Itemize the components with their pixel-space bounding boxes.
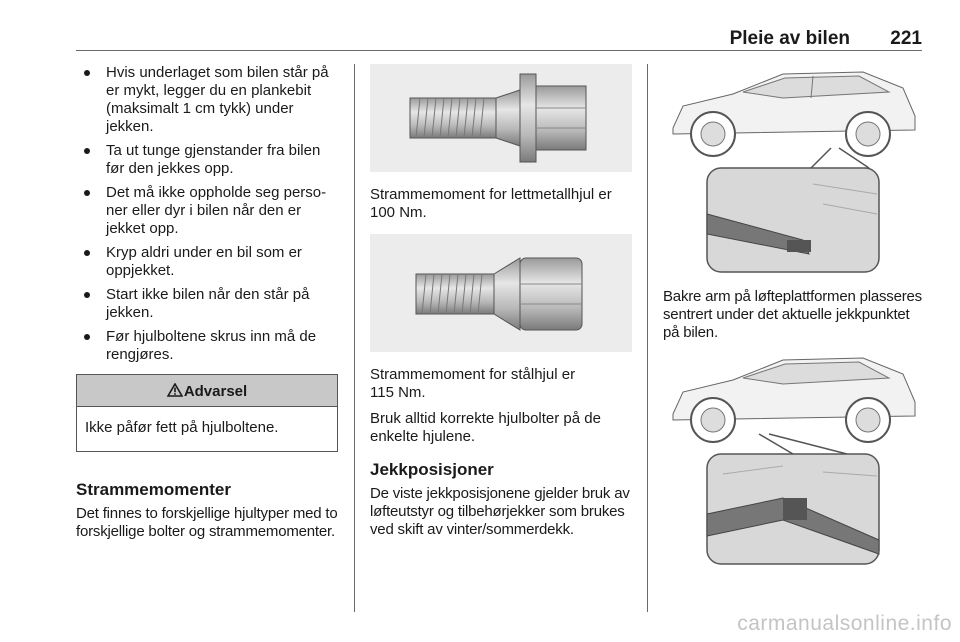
warning-text: Ikke påfør fett på hjulboltene.: [85, 419, 279, 436]
watermark: carmanualsonline.info: [737, 612, 952, 635]
jack-caption: Bakre arm på løfteplattformen plasseres sentrert under det aktuelle jekkpunktet på bilen.: [663, 288, 922, 341]
column-left: [76, 64, 338, 549]
list-item: Hvis underlaget som bilen står på er mykt, legger du en plankebit (maksimalt 1 cm tykk) under jekken.: [76, 64, 338, 136]
column-divider: [354, 64, 355, 612]
car-jack-front-drawing: [663, 64, 925, 274]
column-divider: [647, 64, 648, 612]
section-title: Pleie av bilen: [729, 28, 850, 49]
list-item: Det må ikke oppholde seg personer eller dyr i bilen når den er jekket opp.: [76, 184, 338, 238]
jack-point-rear-illustration: [663, 354, 925, 568]
list-item: Start ikke bilen når den står på jekken.: [76, 286, 338, 322]
alloy-bolt-drawing: [370, 64, 632, 172]
warning-title: Advarsel: [183, 383, 248, 400]
list-item: Kryp aldri under en bil som er oppjekket.: [76, 244, 338, 280]
list-item: Ta ut tunge gjenstander fra bilen før den jekkes opp.: [76, 142, 338, 178]
column-right: [663, 64, 925, 568]
warning-box: [76, 374, 338, 452]
steel-wheel-bolt-illustration: [370, 234, 632, 352]
list-item: Før hjulboltene skrus inn må de rengjøres.: [76, 328, 338, 364]
jack-intro: De viste jekkposisjonene gjelder bruk av løfteutstyr og tilbehørjekker som brukes ved skift av vinter/sommerdekk.: [370, 485, 630, 538]
column-middle: [370, 64, 632, 547]
section-heading-torque: Strammemomenter: [76, 480, 231, 499]
safety-list: [76, 64, 338, 364]
jack-point-front-illustration: [663, 64, 925, 274]
alloy-torque-text: Strammemoment for lettmetallhjul er 100 Nm.: [370, 186, 612, 221]
bolt-note: Bruk alltid korrekte hjulbolter på de enkelte hjulene.: [370, 410, 601, 445]
page-header: [76, 28, 922, 51]
torque-intro: Det finnes to forskjellige hjultyper med to forskjellige bolter og strammemomenter.: [76, 505, 338, 540]
car-jack-rear-drawing: [663, 354, 925, 568]
warning-header: [77, 375, 337, 407]
alloy-wheel-bolt-illustration: [370, 64, 632, 172]
page-number: 221: [890, 28, 922, 49]
steel-torque-text: Strammemoment for stålhjul er 115 Nm.: [370, 366, 576, 401]
section-heading-jack: Jekkposisjoner: [370, 460, 494, 479]
warning-triangle-icon: [167, 383, 183, 397]
steel-bolt-drawing: [370, 234, 632, 352]
